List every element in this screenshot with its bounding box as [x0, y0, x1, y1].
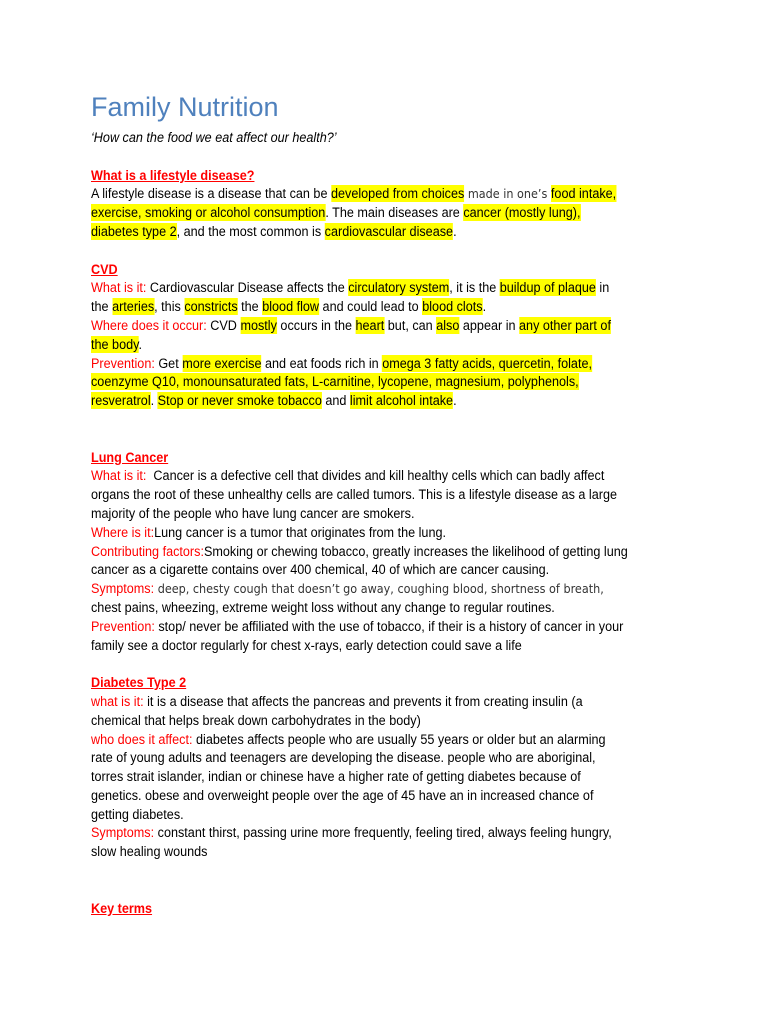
- body-text: organs the root of these unhealthy cells are called tumors. This is a lifestyle disease as a large: [91, 487, 617, 503]
- body-text: but, can: [384, 317, 437, 333]
- highlighted-text: cardiovascular disease: [324, 223, 454, 239]
- body-text: family see a doctor regularly for chest x-rays, early detection could save a life: [91, 637, 522, 653]
- section-heading: Lung Cancer: [91, 449, 169, 465]
- highlighted-text: diabetes type 2: [91, 223, 177, 239]
- section-diabetes-type-2: [91, 674, 689, 862]
- text-line: [91, 599, 689, 618]
- text-line: [91, 486, 689, 505]
- highlighted-text: exercise, smoking or alcohol consumption: [91, 205, 326, 221]
- body-text: getting diabetes.: [91, 806, 184, 822]
- page-title: Family Nutrition: [91, 92, 279, 122]
- text-line: [91, 392, 689, 411]
- body-text: Cardiovascular Disease affects the: [146, 280, 349, 296]
- field-label: Prevention:: [91, 355, 155, 371]
- body-text: Smoking or chewing tobacco, greatly increases the likelihood of getting lung: [203, 543, 628, 559]
- highlighted-text: limit alcohol intake: [349, 393, 454, 409]
- field-label: Prevention:: [91, 618, 155, 634]
- text-line: [91, 637, 689, 656]
- text-line: [91, 561, 689, 580]
- body-text: . The main diseases are: [325, 205, 464, 221]
- body-text: genetics. obese and overweight people over the age of 45 have an in increased chance of: [91, 787, 594, 803]
- text-line: [91, 787, 689, 806]
- section-lung-cancer: [91, 449, 689, 656]
- body-text: occurs in the: [276, 317, 356, 333]
- field-label: who does it affect:: [91, 731, 193, 747]
- sections-container: [91, 167, 689, 919]
- body-text: .: [150, 393, 158, 409]
- body-text: Get: [154, 355, 183, 371]
- field-label: Contributing factors:: [91, 543, 204, 559]
- highlighted-text: blood clots: [422, 299, 483, 315]
- highlighted-text: blood flow: [262, 299, 320, 315]
- body-text: rate of young adults and teenagers are developing the disease. people who are aboriginal,: [91, 750, 596, 766]
- body-text: , it is the: [449, 280, 500, 296]
- text-line: [91, 768, 689, 787]
- body-text: diabetes affects people who are usually 55 years or older but an alarming: [192, 731, 606, 747]
- text-line: [91, 806, 689, 825]
- text-line: [91, 204, 689, 223]
- body-text: in: [595, 280, 610, 296]
- body-text: Lung cancer is a tumor that originates from the lung.: [154, 524, 447, 540]
- body-text: Cancer is a defective cell that divides and kill healthy cells which can badly affect: [146, 468, 605, 484]
- text-line: [91, 373, 689, 392]
- body-text: .: [453, 223, 457, 239]
- text-line: [91, 355, 689, 374]
- field-label: What is it:: [91, 280, 147, 296]
- highlighted-text: omega 3 fatty acids, quercetin, folate,: [382, 355, 592, 371]
- body-text: and eat foods rich in: [261, 355, 383, 371]
- highlighted-text: constricts: [184, 299, 238, 315]
- body-text: A lifestyle disease is a disease that can be: [91, 186, 331, 202]
- body-text: and could lead to: [319, 299, 423, 315]
- text-line: [91, 185, 689, 204]
- body-text: it is a disease that affects the pancreas and prevents it from creating insulin (a: [143, 693, 583, 709]
- field-label: Where does it occur:: [91, 317, 207, 333]
- field-label: Symptoms:: [91, 581, 155, 597]
- body-text: stop/ never be affiliated with the use of tobacco, if their is a history of cancer in your: [154, 618, 624, 634]
- highlighted-text: coenzyme Q10, monounsaturated fats, L-carnitine, lycopene, magnesium, polyphenols,: [91, 374, 579, 390]
- body-text: , and the most common is: [176, 223, 325, 239]
- body-text: constant thirst, passing urine more frequently, feeling tired, always feeling hungry,: [154, 825, 612, 841]
- text-line: [91, 317, 689, 336]
- text-line: [91, 524, 689, 543]
- body-text: .: [138, 336, 143, 352]
- text-line: [91, 467, 689, 486]
- text-line: [91, 505, 689, 524]
- body-text: torres strait islander, indian or chinese have a higher rate of getting diabetes because of: [91, 769, 581, 785]
- body-text: .: [453, 393, 457, 409]
- body-text: and: [321, 393, 350, 409]
- body-text: chest pains, wheezing, extreme weight loss without any change to regular routines.: [91, 599, 555, 615]
- highlighted-text: any other part of: [519, 317, 611, 333]
- section-heading: What is a lifestyle disease?: [91, 167, 255, 183]
- highlighted-text: also: [436, 317, 460, 333]
- highlighted-text: more exercise: [182, 355, 262, 371]
- body-text: the: [237, 299, 263, 315]
- body-text: slow healing wounds: [91, 844, 208, 860]
- document-body: [91, 129, 689, 918]
- section-heading: CVD: [91, 261, 118, 277]
- highlighted-text: food intake,: [550, 186, 617, 202]
- text-line: [91, 731, 689, 750]
- highlighted-text: developed from choices: [330, 186, 465, 202]
- highlighted-text: buildup of plaque: [499, 280, 596, 296]
- highlighted-text: the body: [91, 336, 139, 352]
- body-text: cancer as a cigarette contains over 400 chemical, 40 of which are cancer causing.: [91, 562, 550, 578]
- text-line: [91, 843, 689, 862]
- section-what-is-a-lifestyle-disease: [91, 167, 689, 242]
- body-text: appear in: [459, 317, 520, 333]
- field-label: Where is it:: [91, 524, 155, 540]
- highlighted-text: heart: [355, 317, 385, 333]
- page-subtitle: ‘How can the food we eat affect our health?’: [91, 130, 337, 145]
- text-line: [91, 279, 689, 298]
- text-line: [91, 580, 689, 599]
- text-line: [91, 543, 689, 562]
- highlighted-text: cancer (mostly lung),: [463, 205, 581, 221]
- highlighted-text: mostly: [240, 317, 277, 333]
- body-text: deep, chesty cough that doesn’t go away, coughing blood, shortness of breath,: [154, 582, 604, 597]
- text-line: [91, 693, 689, 712]
- body-text: .: [482, 299, 487, 315]
- section-heading: Key terms: [91, 900, 153, 916]
- text-line: [91, 824, 689, 843]
- text-line: [91, 336, 689, 355]
- body-text: CVD: [206, 317, 241, 333]
- highlighted-text: Stop or never smoke tobacco: [157, 393, 322, 409]
- text-line: [91, 223, 689, 242]
- body-text: made in one’s: [464, 187, 551, 202]
- body-text: chemical that helps break down carbohydrates in the body): [91, 712, 421, 728]
- text-line: [91, 749, 689, 768]
- highlighted-text: arteries: [112, 299, 155, 315]
- field-label: Symptoms:: [91, 825, 155, 841]
- section-key-terms: [91, 900, 689, 919]
- field-label: what is it:: [91, 693, 144, 709]
- text-line: [91, 618, 689, 637]
- highlighted-text: circulatory system: [348, 280, 450, 296]
- body-text: the: [91, 299, 113, 315]
- section-heading: Diabetes Type 2: [91, 675, 187, 691]
- field-label: What is it:: [91, 468, 147, 484]
- text-line: [91, 298, 689, 317]
- text-line: [91, 712, 689, 731]
- body-text: , this: [154, 299, 185, 315]
- highlighted-text: resveratrol: [91, 393, 151, 409]
- body-text: majority of the people who have lung cancer are smokers.: [91, 505, 415, 521]
- section-cvd: [91, 261, 689, 411]
